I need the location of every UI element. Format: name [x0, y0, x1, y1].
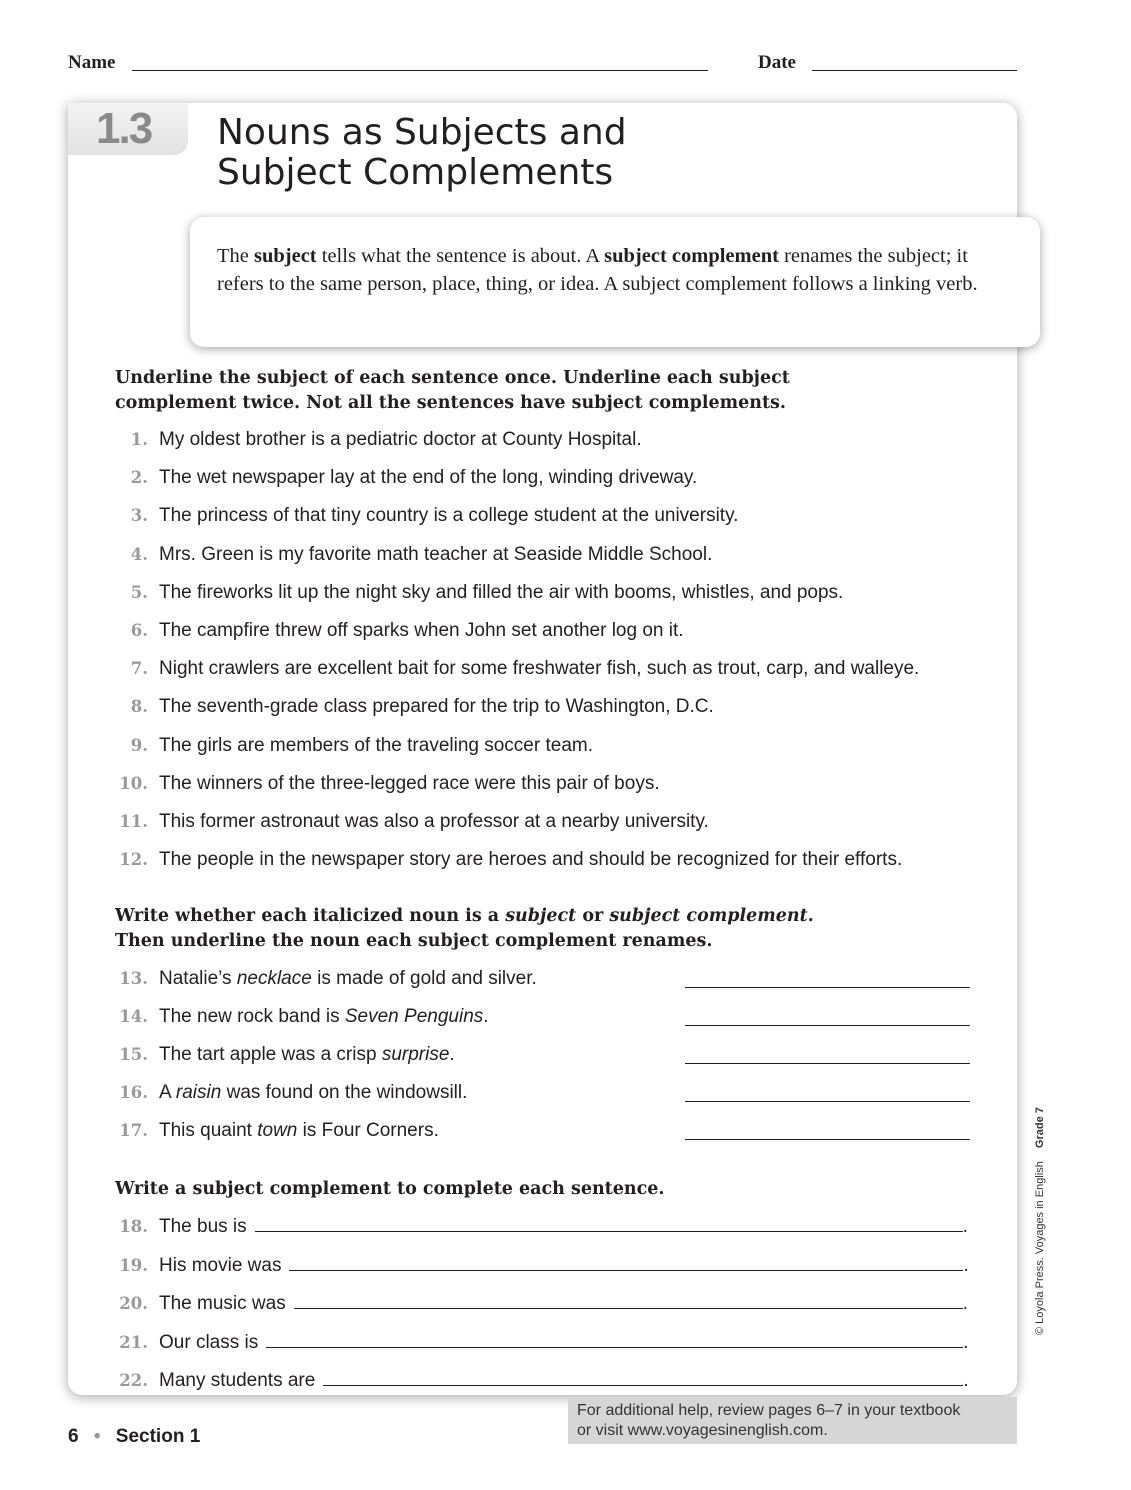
- end-period: .: [962, 1293, 968, 1314]
- item-number: 22.: [119, 1371, 148, 1390]
- exercise-item: [100, 501, 738, 531]
- sentence-text: This quaint: [159, 1120, 258, 1141]
- definition-term: subject: [254, 245, 317, 267]
- page-title: [217, 113, 627, 193]
- item-number: 16.: [119, 1083, 148, 1102]
- sentence-text: The bus is: [159, 1216, 247, 1237]
- sentence-text[interactable]: The girls are members of the traveling soccer team.: [159, 734, 594, 756]
- sentence-text[interactable]: Mrs. Green is my favorite math teacher at Seaside Middle School.: [159, 543, 713, 565]
- italic-term: subject complement: [609, 906, 808, 926]
- sentence-text[interactable]: My oldest brother is a pediatric doctor at County Hospital.: [159, 429, 642, 450]
- definition-segment: tells what the sentence is about. A: [316, 245, 605, 267]
- answer-line[interactable]: [685, 1139, 970, 1140]
- sentence-text: Natalie’s: [159, 968, 237, 989]
- answer-line[interactable]: [266, 1327, 963, 1348]
- sentence-text[interactable]: Night crawlers are excellent bait for some freshwater fish, such as trout, carp, and walleye.: [159, 658, 920, 680]
- sentence-text[interactable]: The princess of that tiny country is a college student at the university.: [159, 505, 739, 527]
- sentence-text[interactable]: The fireworks lit up the night sky and filled the air with booms, whistles, and pops.: [159, 581, 844, 603]
- sentence-text: Many students are: [159, 1370, 316, 1391]
- item-number: 13.: [119, 969, 148, 988]
- sentence-text: A: [159, 1082, 176, 1103]
- exercise-item: [100, 1365, 969, 1395]
- answer-line[interactable]: [685, 1101, 970, 1102]
- end-period: .: [963, 1254, 969, 1276]
- item-number: 14.: [119, 1007, 148, 1026]
- title-line-1: Nouns as Subjects and: [217, 112, 627, 153]
- sentence-text[interactable]: The winners of the three-legged race were this pair of boys.: [159, 772, 660, 794]
- definition-text: [217, 242, 1017, 298]
- sentence-text[interactable]: The campfire threw off sparks when John set another log on it.: [159, 620, 684, 641]
- definition-segment: renames the subject; it refers to the same person, place, thing, or idea. A subject complement follows a linking verb.: [217, 245, 978, 295]
- sentence-text[interactable]: The seventh-grade class prepared for the trip to Washington, D.C.: [159, 696, 714, 718]
- exercise-item: [100, 616, 684, 646]
- exercise-item: [100, 1288, 968, 1318]
- item-number: 15.: [119, 1045, 148, 1064]
- item-number: 9.: [130, 735, 148, 755]
- sentence-text[interactable]: This former astronaut was also a professor at a nearby university.: [159, 811, 709, 832]
- item-number: 12.: [119, 850, 148, 870]
- lesson-number: 1.3: [96, 104, 152, 153]
- sentence-text[interactable]: The wet newspaper lay at the end of the long, winding driveway.: [159, 467, 698, 489]
- sentence-text: .: [449, 1044, 455, 1065]
- exercise-item: [100, 1250, 969, 1280]
- copyright-text: © Loyola Press. Voyages in English: [1034, 1161, 1046, 1335]
- help-line-1: For additional help, review pages 6–7 in your textbook: [577, 1402, 961, 1419]
- section1-instructions: Underline the subject of each sentence once. Underline each subject complement twice. Not all the sentences have subject complements.: [115, 368, 790, 413]
- sentence-text: .: [483, 1006, 489, 1027]
- grade-label: Grade 7: [1034, 1107, 1046, 1149]
- instructions-line-1: [115, 904, 814, 929]
- copyright-note: [1034, 1107, 1046, 1335]
- help-note: [568, 1397, 1017, 1444]
- sentence-text: The music was: [159, 1293, 286, 1314]
- definition-segment: The: [217, 245, 254, 267]
- italic-noun: Seven Penguins: [344, 1006, 484, 1027]
- exercise-item: [100, 692, 714, 722]
- answer-line[interactable]: [294, 1288, 963, 1309]
- exercise-item: [100, 1116, 439, 1146]
- exercise-item: [100, 425, 642, 455]
- item-number: 1.: [130, 430, 148, 449]
- sentence-text: His movie was: [159, 1254, 282, 1276]
- exercise-item: [100, 654, 919, 684]
- italic-term: subject: [505, 906, 577, 926]
- answer-line[interactable]: [255, 1211, 963, 1232]
- sentence-text: The new rock band is: [159, 1006, 345, 1027]
- title-line-2: Subject Complements: [217, 152, 614, 193]
- exercise-item: [100, 845, 902, 875]
- end-period: .: [963, 1331, 969, 1353]
- bullet: •: [93, 1426, 101, 1447]
- definition-box: [190, 217, 1040, 347]
- date-field[interactable]: [812, 70, 1017, 71]
- section2-instructions: [115, 904, 814, 954]
- exercise-item: [100, 578, 843, 608]
- item-number: 10.: [119, 773, 148, 793]
- name-field[interactable]: [132, 70, 708, 71]
- answer-line[interactable]: [685, 1063, 970, 1064]
- item-number: 8.: [130, 697, 148, 717]
- exercise-item: [100, 807, 709, 837]
- italic-noun: raisin: [175, 1082, 222, 1103]
- item-number: 6.: [130, 621, 148, 640]
- exercise-item: [100, 1040, 455, 1070]
- item-number: 18.: [119, 1217, 148, 1236]
- exercise-item: [100, 1078, 467, 1108]
- end-period: .: [962, 1216, 968, 1237]
- italic-noun: town: [257, 1120, 298, 1141]
- instruction-segment: .: [807, 906, 814, 926]
- sentence-text: was found on the windowsill.: [221, 1082, 468, 1103]
- exercise-item: [100, 463, 697, 493]
- exercise-item: [100, 1002, 489, 1032]
- item-number: 7.: [130, 659, 148, 679]
- item-number: 20.: [119, 1294, 148, 1313]
- page-number: 6: [68, 1426, 79, 1447]
- sentence-text[interactable]: The people in the newspaper story are heroes and should be recognized for their efforts.: [159, 849, 903, 871]
- end-period: .: [963, 1370, 969, 1391]
- exercise-item: [100, 964, 537, 994]
- page-footer: [68, 1426, 200, 1448]
- item-number: 3.: [130, 506, 148, 526]
- answer-line[interactable]: [685, 1025, 970, 1026]
- section-label: Section 1: [115, 1426, 201, 1447]
- date-label: Date: [758, 52, 796, 73]
- sentence-text: is Four Corners.: [297, 1120, 439, 1141]
- item-number: 11.: [119, 812, 148, 831]
- exercise-item: [100, 731, 593, 761]
- exercise-item: [100, 1327, 969, 1357]
- item-number: 5.: [130, 582, 148, 602]
- exercise-item: [100, 769, 660, 799]
- italic-noun: surprise: [381, 1044, 450, 1065]
- item-number: 17.: [119, 1121, 148, 1140]
- italic-noun: necklace: [236, 968, 312, 989]
- answer-line[interactable]: [289, 1250, 963, 1271]
- instruction-segment: Write whether each italicized noun is a: [115, 906, 506, 926]
- exercise-item: [100, 540, 712, 570]
- item-number: 19.: [119, 1255, 148, 1275]
- section3-instructions: Write a subject complement to complete each sentence.: [115, 1179, 665, 1199]
- instruction-segment: or: [576, 906, 610, 926]
- exercise-item: [100, 1211, 968, 1241]
- help-link[interactable]: or visit www.voyagesinenglish.com.: [577, 1422, 828, 1439]
- instructions-line-2: Then underline the noun each subject complement renames.: [115, 931, 713, 951]
- item-number: 21.: [119, 1332, 148, 1352]
- item-number: 4.: [130, 544, 148, 564]
- item-number: 2.: [130, 468, 148, 488]
- sentence-text: Our class is: [159, 1331, 259, 1353]
- answer-line[interactable]: [323, 1365, 963, 1386]
- answer-line[interactable]: [685, 987, 970, 988]
- sentence-text: is made of gold and silver.: [311, 968, 537, 989]
- definition-term: subject complement: [604, 245, 779, 267]
- name-label: Name: [68, 52, 116, 73]
- sentence-text: The tart apple was a crisp: [159, 1044, 382, 1065]
